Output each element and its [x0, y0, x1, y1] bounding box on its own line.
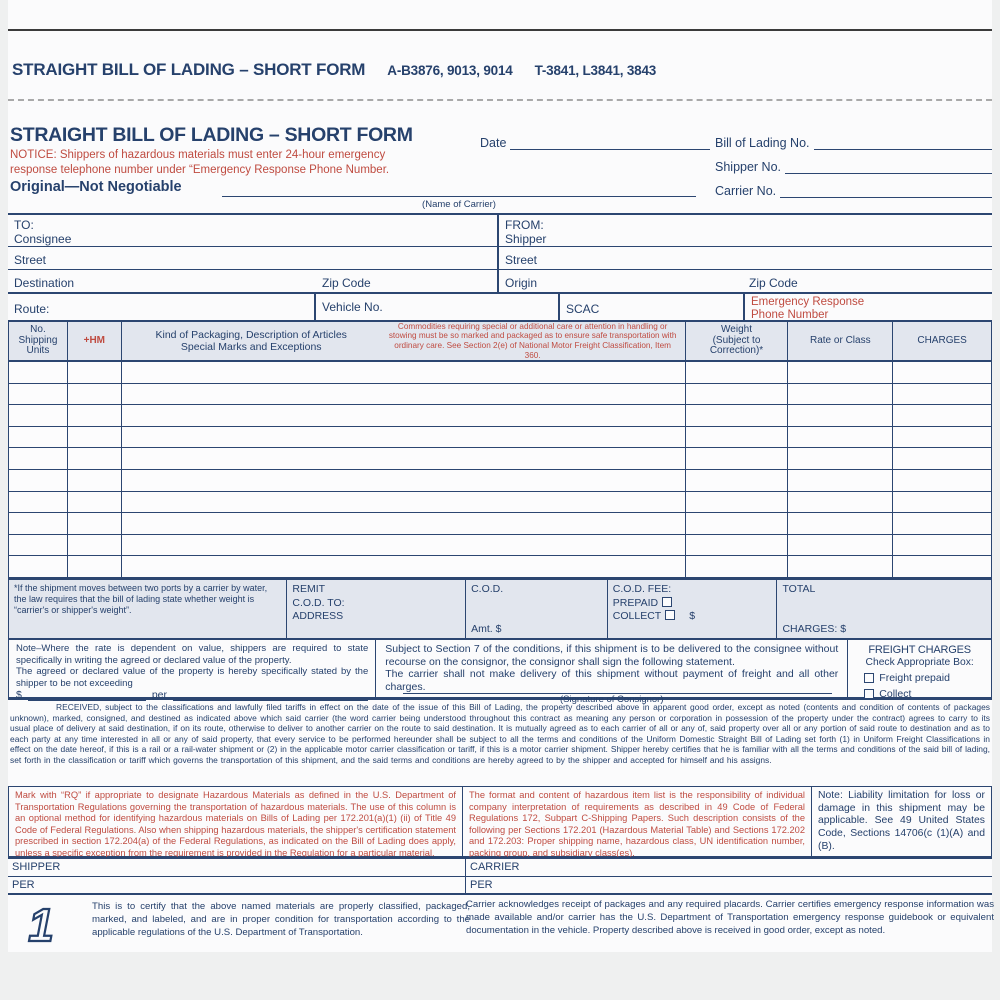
remit-cod-cell	[286, 580, 465, 638]
masthead-title: STRAIGHT BILL OF LADING – SHORT FORM	[12, 60, 366, 79]
freight-charges-cell	[847, 640, 991, 700]
table-cell[interactable]	[892, 384, 991, 405]
bill-of-lading-no-field	[715, 136, 992, 150]
liability-limitation-note: Note: Liability limitation for loss or damage in this shipment may be applicable. See 49 United States Code, Sections 14706(c (1)(A) and (B).	[812, 786, 992, 857]
prepaid-checkbox[interactable]	[662, 597, 672, 607]
table-cell[interactable]	[67, 470, 121, 491]
original-not-negotiable: Original—Not Negotiable	[10, 179, 182, 195]
cod-fee-cell	[607, 580, 777, 638]
table-cell[interactable]	[892, 535, 991, 556]
form-title: STRAIGHT BILL OF LADING – SHORT FORM	[10, 124, 413, 146]
table-cell[interactable]	[9, 384, 67, 405]
header-hm: +HM	[67, 322, 121, 360]
table-cell[interactable]	[121, 556, 685, 577]
to-label: TO:	[14, 218, 34, 232]
commodity-table	[8, 322, 992, 578]
table-cell[interactable]	[121, 405, 685, 426]
carrier-signature-row[interactable]	[466, 859, 992, 877]
section7-paragraph-2: The carrier shall not make delivery of this shipment without payment of freight and all other charges.	[385, 668, 839, 693]
header-weight-line3: Correction)*	[709, 345, 764, 357]
route-divider-1	[314, 294, 316, 320]
bill-of-lading-no-line[interactable]	[814, 136, 992, 150]
address-center-divider	[497, 215, 499, 294]
table-cell[interactable]	[67, 384, 121, 405]
total-charges-cell	[776, 580, 991, 638]
top-rule	[8, 29, 992, 31]
table-cell[interactable]	[685, 362, 788, 383]
section7-paragraph-1: Subject to Section 7 of the conditions, if this shipment is to be delivered to the consignee without recourse on the consignor, the consignor shall sign the following statement.	[385, 643, 839, 668]
hazmat-format-note: The format and content of hazardous item list is the responsibility of individual company interpretation of requirements as described in 49 Code of Federal Regulations 172, Subpart C-Shipping Papers. Such description consists of the following per Sections 172.201 (Hazardous Material Table) and Sections 172.202 and 172.203: Proper shipping name, hazardous class, UN identification number, packing group, and subsidiary class(es).	[463, 786, 812, 857]
masthead	[12, 60, 656, 80]
header-charges: CHARGES	[892, 322, 991, 360]
table-row[interactable]	[9, 535, 991, 557]
table-cell[interactable]	[67, 513, 121, 534]
zip-code-label-left: Zip Code	[322, 276, 371, 290]
value-line[interactable]	[28, 689, 146, 701]
freight-charges-title: FREIGHT CHARGES	[868, 644, 971, 656]
table-cell[interactable]	[787, 384, 892, 405]
zip-code-label-right: Zip Code	[749, 276, 798, 290]
emergency-response-label	[751, 296, 989, 322]
table-cell[interactable]	[9, 513, 67, 534]
shipper-per-label: PER	[12, 878, 35, 891]
table-cell[interactable]	[685, 405, 788, 426]
table-cell[interactable]	[787, 535, 892, 556]
value-section	[8, 640, 992, 705]
freight-prepaid-checkbox[interactable]	[864, 673, 874, 683]
total-charges-label: CHARGES: $	[782, 623, 847, 635]
shipper-per-row[interactable]	[8, 877, 465, 896]
perforation-line	[8, 99, 992, 101]
table-cell[interactable]	[787, 556, 892, 577]
signature-of-consignor-caption: (Signature of Consignor)	[560, 694, 664, 705]
name-of-carrier-line[interactable]	[222, 181, 696, 197]
hazmat-notice	[10, 148, 460, 177]
destination-origin-row	[8, 270, 992, 294]
table-cell[interactable]	[9, 556, 67, 577]
declared-value-cell	[9, 640, 375, 701]
table-cell[interactable]	[9, 470, 67, 491]
table-cell[interactable]	[685, 492, 788, 513]
header-description-title	[122, 329, 381, 353]
total-label: TOTAL	[782, 583, 816, 595]
received-paragraph: RECEIVED, subject to the classifications and lawfully filed tariffs in effect on the date of the issue of this Bill of Lading, the property described above in apparent good order, except as noted (contents and condition of contents of packages unknown), marked, consigned, and destined as indicated above which said carrier (the word carrier being understood throughout this contract as meaning any person or corporation in possession of the property under the contract) agrees to carry to its usual place of delivery at said destination, if on its route, otherwise to deliver to another carrier on the route to said destination. It is mutually agreed as to each carrier of all or any of, said property over all or any portion of said route to destination and as to each party at any time interested in all or any of said property, that every service to be performed hereunder shall be subject to all the terms and conditions of the Uniform Domestic Straight Bill of Lading set forth (1) in Uniform Freight Classifications in effect on the date hereof, if this is a rail or a rail-water shipment or (2) in the applicable motor carrier classification or tariff, if this is a motor carrier shipment. Shipper hereby certifies that he is familiar with all the terms and conditions of the said bill of lading, set forth in the classification or tariff which governs the transportation of this shipment, and the said terms and conditions are hereby agreed to by the shipper and accepted for himself and his assigns.	[10, 702, 990, 765]
table-cell[interactable]	[787, 470, 892, 491]
table-cell[interactable]	[9, 362, 67, 383]
table-cell[interactable]	[787, 448, 892, 469]
header-shipping-units	[9, 322, 67, 360]
table-cell[interactable]	[685, 470, 788, 491]
cod-label: C.O.D.	[471, 583, 504, 595]
table-cell[interactable]	[9, 492, 67, 513]
section7-cell	[375, 640, 847, 705]
masthead-form-numbers: A-B3876, 9013, 9014	[387, 63, 513, 78]
table-cell[interactable]	[67, 492, 121, 513]
table-cell[interactable]	[67, 427, 121, 448]
carrier-no-field	[715, 184, 992, 198]
signature-strip	[8, 857, 992, 895]
table-row[interactable]	[9, 470, 991, 492]
table-cell[interactable]	[685, 513, 788, 534]
carrier-no-label: Carrier No.	[715, 184, 777, 198]
hazmat-notice-line1: NOTICE: Shippers of hazardous materials must enter 24-hour emergency	[10, 149, 386, 161]
header-weight-line1: Weight	[721, 324, 752, 336]
water-shipment-note: *If the shipment moves between two ports by a carrier by water, the law requires that the bill of lading state whether weight is “carrier's or shipper's weight”.	[14, 583, 268, 616]
table-cell[interactable]	[121, 448, 685, 469]
remit-line1: REMIT	[292, 583, 326, 595]
table-cell[interactable]	[892, 448, 991, 469]
shipper-no-field	[715, 160, 992, 174]
remit-line2: C.O.D. TO:	[292, 596, 345, 609]
route-divider-3	[743, 294, 745, 320]
carrier-per-row[interactable]	[466, 877, 992, 896]
table-cell[interactable]	[9, 405, 67, 426]
table-cell[interactable]	[9, 427, 67, 448]
table-cell[interactable]	[787, 362, 892, 383]
header-commodities-note: Commodities requiring special or additional care or attention in handling or stowing must be so marked and packaged as to ensure safe transportation with ordinary care. See Section 2(e) of National Motor Freight Classification, Item 360.	[388, 321, 677, 360]
certification-text: This is to certify that the above named materials are properly classified, packaged, marked, and labeled, and are in proper condition for transportation according to the applicable regulations of the U.S. Department of Transportation.	[92, 901, 470, 938]
header-description-line1: Kind of Packaging, Description of Articles	[155, 329, 347, 341]
table-cell[interactable]	[892, 492, 991, 513]
header-units-line3: Units	[26, 345, 50, 357]
table-cell[interactable]	[685, 535, 788, 556]
svg-text:1: 1	[28, 899, 54, 949]
carrier-acknowledgement-text: Carrier acknowledges receipt of packages and any required placards. Carrier certifies emergency response information was made available and/or carrier has the U.S. Department of Transportation emergency response guidebook or equivalent documentation in the vehicle. Property described above is received in good order, except as noted.	[466, 899, 994, 936]
table-row[interactable]	[9, 492, 991, 514]
table-cell[interactable]	[892, 556, 991, 577]
name-of-carrier-caption: (Name of Carrier)	[422, 199, 496, 210]
carrier-signature-half	[465, 859, 992, 895]
form-paper	[8, 0, 992, 952]
cod-amount-cell	[465, 580, 607, 638]
carrier-per-label: PER	[470, 878, 493, 891]
to-from-row	[8, 213, 992, 247]
cod-fee-dollar: $	[689, 610, 696, 622]
emergency-response-line2: Phone Number	[751, 309, 829, 321]
scac-label: SCAC	[566, 302, 600, 316]
header-units-line2: Shipping	[18, 334, 58, 346]
remit-line3: ADDRESS	[292, 610, 344, 622]
copy-number-glyph	[20, 899, 62, 949]
copy-number	[20, 899, 62, 954]
from-label: FROM:	[505, 218, 544, 232]
freight-charges-subtitle: Check Appropriate Box:	[865, 657, 974, 668]
declared-value-entry	[16, 689, 368, 703]
table-cell[interactable]	[892, 362, 991, 383]
table-row[interactable]	[9, 513, 991, 535]
shipper-no-line[interactable]	[785, 160, 992, 174]
table-cell[interactable]	[121, 427, 685, 448]
table-cell[interactable]	[67, 405, 121, 426]
table-cell[interactable]	[685, 384, 788, 405]
header-units-line1: No.	[30, 324, 46, 336]
table-cell[interactable]	[892, 470, 991, 491]
collect-label: COLLECT	[612, 610, 662, 622]
date-label: Date	[480, 136, 507, 150]
rq-hazmat-note: Mark with “RQ” if appropriate to designate Hazardous Materials as defined in the U.S. Department of Transportation Regulations governing the transportation of hazardous materials. The use of this column is an optional method for identifying hazardous materials on Bills of Lading per 172.201(a)(1) (ii) of Title 49 Code of Federal Regulations. Also when shipping hazardous materials, the shipper's certification statement prescribed in section 172.204(a) of the Federal Regulations, as indicated on the Bill of Lading does apply, unless a specific exception from the requirement is provided in the Regulation for a particular material.	[8, 786, 463, 857]
table-cell[interactable]	[121, 362, 685, 383]
collect-option-checkbox[interactable]	[864, 689, 874, 699]
table-cell[interactable]	[67, 556, 121, 577]
street-label-right: Street	[505, 253, 538, 267]
shipper-signature-row[interactable]	[8, 859, 465, 877]
table-cell[interactable]	[892, 513, 991, 534]
shipper-no-label: Shipper No.	[715, 160, 782, 174]
masthead-form-numbers-2: T-3841, L3841, 3843	[534, 63, 657, 78]
table-cell[interactable]	[9, 535, 67, 556]
dollar-sign: $	[16, 688, 22, 701]
table-cell[interactable]	[892, 427, 991, 448]
carrier-no-line[interactable]	[780, 184, 992, 198]
table-cell[interactable]	[121, 535, 685, 556]
table-cell[interactable]	[121, 513, 685, 534]
shipper-signature-half	[8, 859, 465, 895]
collect-checkbox[interactable]	[665, 610, 675, 620]
table-cell[interactable]	[787, 427, 892, 448]
table-cell[interactable]	[67, 448, 121, 469]
hazmat-notes-row	[8, 786, 992, 857]
table-row[interactable]	[9, 556, 991, 578]
origin-label: Origin	[505, 276, 538, 290]
freight-prepaid-label: Freight prepaid	[879, 672, 950, 684]
table-cell[interactable]	[9, 448, 67, 469]
per-line[interactable]	[173, 689, 368, 701]
table-cell[interactable]	[121, 470, 685, 491]
vehicle-no-label: Vehicle No.	[322, 300, 383, 314]
table-cell[interactable]	[121, 492, 685, 513]
header-weight-line2: (Subject to	[712, 334, 761, 346]
shipper-label: Shipper	[505, 232, 547, 246]
cod-strip	[8, 578, 992, 640]
table-row[interactable]	[9, 384, 991, 406]
table-cell[interactable]	[685, 448, 788, 469]
table-cell[interactable]	[787, 492, 892, 513]
table-row[interactable]	[9, 362, 991, 384]
header-weight	[685, 322, 788, 360]
declared-value-statement: The agreed or declared value of the property is hereby specifically stated by the shipper to be not exceeding	[16, 666, 369, 689]
carrier-signature-label: CARRIER	[470, 861, 520, 873]
commodity-table-header	[9, 322, 991, 362]
commodity-table-body	[9, 362, 991, 578]
table-cell[interactable]	[685, 427, 788, 448]
street-label-left: Street	[14, 253, 47, 267]
declared-value-note: Note–Where the rate is dependent on value, shippers are required to state specifically in writing the agreed or declared value of the property.	[16, 643, 369, 666]
table-row[interactable]	[9, 448, 991, 470]
route-divider-2	[558, 294, 560, 320]
consignee-label: Consignee	[14, 232, 72, 246]
date-line[interactable]	[510, 136, 710, 150]
emergency-response-line1: Emergency Response	[751, 296, 865, 308]
collect-option-label: Collect	[879, 688, 912, 700]
bill-of-lading-no-label: Bill of Lading No.	[715, 136, 810, 150]
table-cell[interactable]	[685, 556, 788, 577]
header-description	[121, 322, 685, 360]
table-cell[interactable]	[67, 535, 121, 556]
hazmat-notice-line2: response telephone number under “Emergency Response Phone Number.	[10, 163, 390, 176]
cod-fee-label: C.O.D. FEE:	[612, 583, 672, 595]
cod-amount-label: Amt. $	[471, 623, 502, 635]
per-label: per	[151, 688, 168, 701]
route-label: Route:	[14, 302, 50, 316]
table-cell[interactable]	[892, 405, 991, 426]
date-field	[480, 136, 710, 150]
table-cell[interactable]	[67, 362, 121, 383]
destination-label: Destination	[14, 276, 75, 290]
street-row	[8, 247, 992, 270]
header-rate-or-class: Rate or Class	[787, 322, 892, 360]
prepaid-label: PREPAID	[612, 596, 659, 609]
table-row[interactable]	[9, 427, 991, 449]
table-row[interactable]	[9, 405, 991, 427]
shipper-signature-label: SHIPPER	[12, 861, 61, 873]
table-cell[interactable]	[121, 384, 685, 405]
table-cell[interactable]	[787, 513, 892, 534]
table-cell[interactable]	[787, 405, 892, 426]
route-row	[8, 294, 992, 322]
header-description-line2: Special Marks and Exceptions	[180, 341, 322, 353]
